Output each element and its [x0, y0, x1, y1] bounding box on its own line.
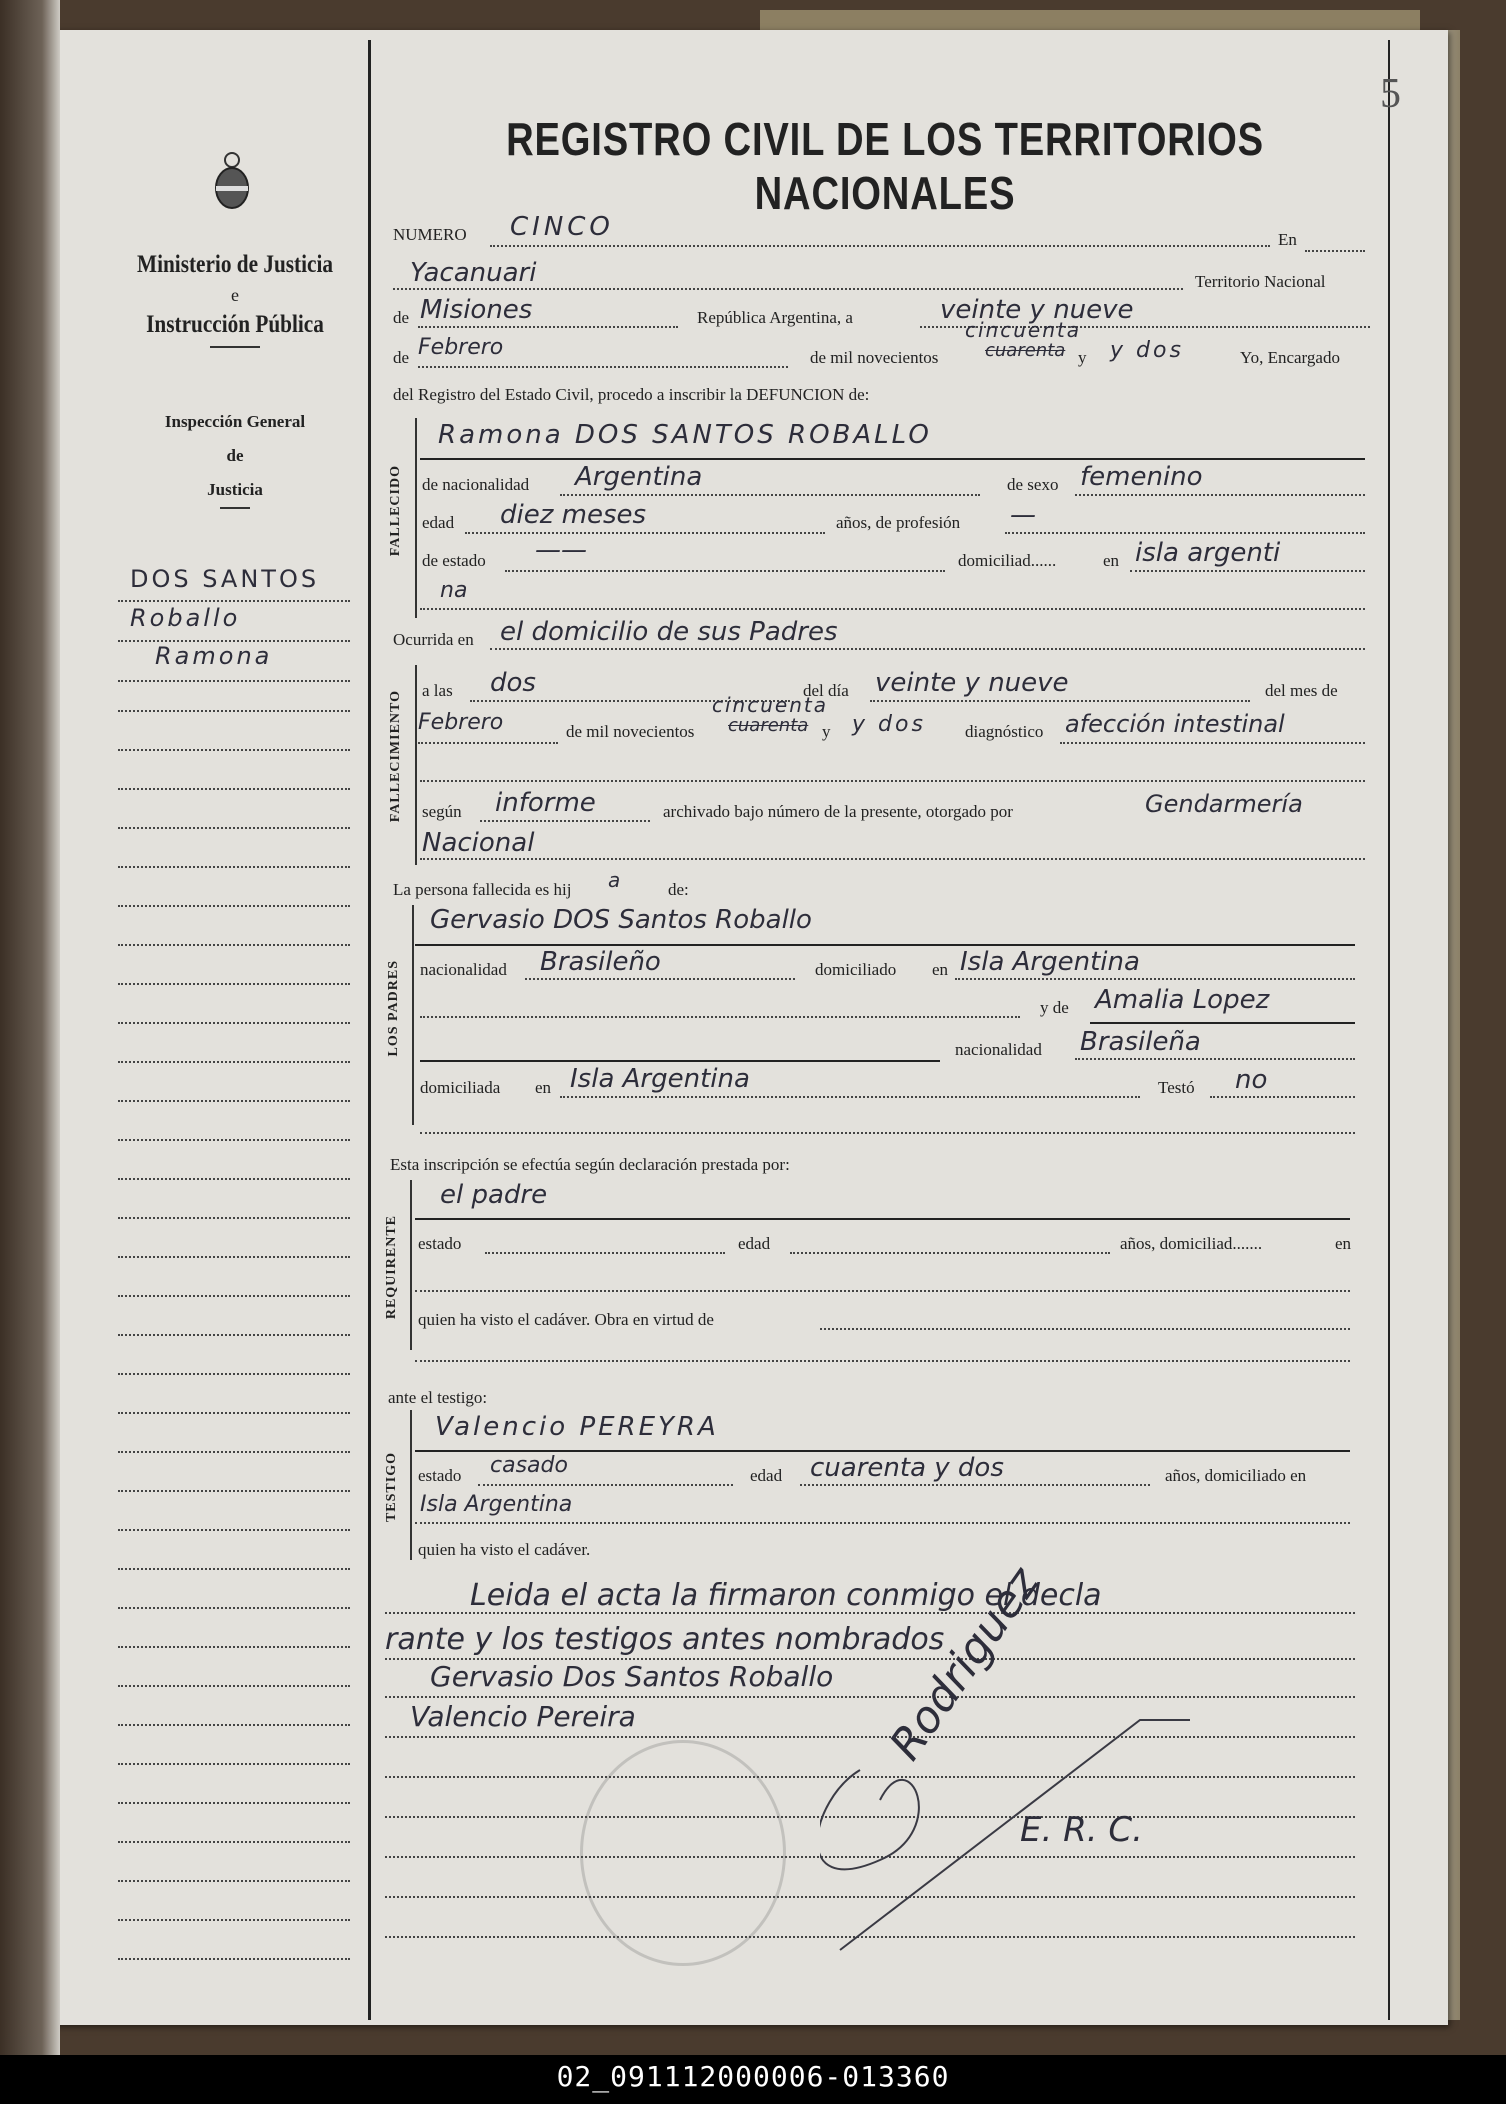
label-inscripcion: Esta inscripción se efectúa según declaración prestada por:: [390, 1155, 790, 1174]
value-ano-sup: cincuenta: [965, 318, 1081, 342]
coat-of-arms-icon: [212, 150, 252, 210]
value-domicilio: isla argenti: [1135, 538, 1281, 568]
value-nacionalidad: Argentina: [575, 462, 703, 492]
signature-initials: E. R. C.: [1020, 1810, 1143, 1850]
value-estado-t: casado: [490, 1453, 568, 1478]
value-diagnostico: afección intestinal: [1065, 710, 1285, 738]
label-republica: República Argentina, a: [697, 308, 853, 327]
value-ano2-tachado: cuarenta: [728, 715, 809, 736]
inspeccion-line2: de: [226, 446, 244, 465]
label-territorio: Territorio Nacional: [1195, 272, 1326, 291]
margin-ruled-line: [118, 1529, 350, 1531]
value-ocurrida: el domicilio de sus Padres: [500, 617, 838, 647]
margin-ruled-line: [118, 1256, 350, 1258]
ministry-line2: e: [231, 285, 239, 305]
side-label-fallecimiento: FALLECIMIENTO: [388, 690, 403, 823]
margin-ruled-line: [118, 710, 350, 712]
inspeccion-line3: Justicia: [207, 480, 263, 499]
right-border: [1388, 40, 1390, 2020]
label-ocurrida: Ocurrida en: [393, 630, 474, 649]
margin-ruled-line: [118, 1334, 350, 1336]
label-y: y: [1078, 348, 1087, 367]
label-estado-r: estado: [418, 1234, 462, 1253]
document-title: REGISTRO CIVIL DE LOS TERRITORIOS NACIONALES: [506, 113, 1264, 219]
value-numero: CINCO: [510, 212, 614, 242]
margin-ruled-line: [118, 1451, 350, 1453]
value-sexo: femenino: [1080, 462, 1203, 492]
value-ano: y dos: [1110, 338, 1184, 363]
label-de: de: [393, 308, 410, 327]
margin-ruled-line: [118, 1178, 350, 1180]
value-dom-t: Isla Argentina: [420, 1492, 573, 1517]
margin-ruled-line: [118, 1100, 350, 1102]
value-territorio: Misiones: [420, 295, 533, 325]
label-mil2: de mil novecientos: [566, 722, 695, 741]
value-testigo: Valencio PEREYRA: [435, 1412, 719, 1442]
label-de3: de:: [668, 880, 689, 899]
margin-ruled-line: [118, 1724, 350, 1726]
value-fecha-dia: veinte y nueve: [940, 295, 1134, 325]
value-lugar: Yacanuari: [410, 258, 537, 288]
label-archivado: archivado bajo número de la presente, otorgado por: [663, 802, 1013, 821]
label-anos-dom-t: años, domiciliado en: [1165, 1466, 1307, 1485]
label-yde: y de: [1040, 998, 1069, 1017]
ministry-line3: Instrucción Pública: [146, 311, 324, 338]
value-otorgado: Gendarmería: [1145, 790, 1303, 818]
label-y2: y: [822, 722, 831, 741]
margin-note-surname: DOS SANTOS: [130, 565, 320, 593]
margin-ruled-line: [118, 1295, 350, 1297]
label-estado-t: estado: [418, 1466, 462, 1485]
label-testo: Testó: [1158, 1078, 1195, 1097]
margin-ruled-line: [118, 1217, 350, 1219]
margin-ruled-line: [118, 640, 350, 642]
value-edad-t: cuarenta y dos: [810, 1453, 1004, 1483]
label-edad-r: edad: [738, 1234, 771, 1253]
label-deldia: del día: [803, 681, 849, 700]
margin-ruled-line: [118, 1412, 350, 1414]
value-domicilio-cont: na: [440, 578, 468, 603]
margin-ruled-line: [118, 788, 350, 790]
label-persona: La persona fallecida es hij: [393, 880, 572, 899]
value-edad: diez meses: [500, 500, 647, 530]
value-nac-padre: Brasileño: [540, 947, 661, 977]
label-alas: a las: [422, 681, 453, 700]
bracket: [410, 1180, 412, 1350]
label-en4: en: [535, 1078, 552, 1097]
margin-ruled-line: [118, 600, 350, 602]
label-nac-padre: nacionalidad: [420, 960, 507, 979]
signature-encargado: Rodriguez: [880, 1558, 1049, 1770]
label-diagnostico: diagnóstico: [965, 722, 1044, 741]
margin-ruled-line: [118, 1607, 350, 1609]
value-ano2-sup: cincuenta: [712, 693, 828, 717]
margin-note-given-name: Ramona: [155, 642, 273, 670]
label-edad: edad: [422, 513, 455, 532]
side-label-fallecido: FALLECIDO: [388, 465, 403, 557]
margin-ruled-line: [118, 1958, 350, 1960]
value-testo: no: [1235, 1065, 1268, 1095]
value-otorgado-cont: Nacional: [422, 828, 535, 858]
margin-note-second-surname: Roballo: [130, 604, 241, 632]
margin-ruled-line: [118, 944, 350, 946]
bracket: [410, 1410, 412, 1560]
divider: [220, 507, 250, 509]
value-segun: informe: [495, 788, 596, 818]
margin-ruled-line: [118, 866, 350, 868]
margin-ruled-line: [118, 1763, 350, 1765]
margin-ruled-line: [118, 983, 350, 985]
value-estado: ——: [535, 535, 587, 565]
side-label-testigo: TESTIGO: [384, 1452, 399, 1523]
faded-stamp: [580, 1740, 786, 1966]
value-hora: dos: [490, 668, 536, 698]
label-domiciliada: domiciliada: [420, 1078, 501, 1097]
label-edad-t: edad: [750, 1466, 783, 1485]
side-label-requirente: REQUIRENTE: [384, 1215, 399, 1320]
signature-flourish: [820, 1660, 1200, 1960]
label-en2: en: [1103, 551, 1120, 570]
margin-ruled-line: [118, 1919, 350, 1921]
label-nacionalidad: de nacionalidad: [422, 475, 530, 494]
margin-ruled-line: [118, 1568, 350, 1570]
signature-declarante: Gervasio Dos Santos Roballo: [430, 1660, 834, 1693]
label-numero: NUMERO: [393, 225, 467, 244]
margin-ruled-line: [118, 1802, 350, 1804]
label-estado: de estado: [422, 551, 486, 570]
label-en: En: [1278, 230, 1297, 249]
margin-ruled-line: [118, 1139, 350, 1141]
label-en3: en: [932, 960, 949, 979]
label-quien2: quien ha visto el cadáver.: [418, 1540, 591, 1559]
label-registro: del Registro del Estado Civil, procedo a inscribir la DEFUNCION de:: [393, 385, 870, 404]
bracket: [415, 418, 417, 618]
margin-ruled-line: [118, 905, 350, 907]
margin-ruled-line: [118, 1061, 350, 1063]
closing-line1: Leida el acta la firmaron conmigo el decla: [470, 1578, 1102, 1613]
label-de2: de: [393, 348, 410, 367]
closing-line2: rante y los testigos antes nombrados: [385, 1622, 945, 1657]
column-divider: [368, 40, 371, 2020]
margin-ruled-line: [118, 1841, 350, 1843]
bracket: [412, 905, 414, 1125]
label-sexo: de sexo: [1007, 475, 1059, 494]
margin-ruled-line: [118, 1373, 350, 1375]
label-mil: de mil novecientos: [810, 348, 939, 367]
value-dom-madre: Isla Argentina: [570, 1064, 750, 1094]
value-ano2: y dos: [852, 712, 926, 737]
label-domiciliad: domiciliad......: [958, 551, 1057, 570]
inspeccion-heading: [140, 405, 330, 509]
label-yo: Yo, Encargado: [1240, 348, 1340, 367]
label-ante: ante el testigo:: [388, 1388, 488, 1407]
label-domiciliado: domiciliado: [815, 960, 897, 979]
label-en5: en: [1335, 1234, 1352, 1253]
margin-ruled-line: [118, 1880, 350, 1882]
margin-ruled-line: [118, 827, 350, 829]
value-dom-padre: Isla Argentina: [960, 947, 1140, 977]
value-dia: veinte y nueve: [875, 668, 1069, 698]
value-hij: a: [608, 868, 621, 892]
divider: [210, 346, 260, 348]
bracket: [415, 665, 417, 865]
margin-ruled-line: [118, 1490, 350, 1492]
value-declarante: el padre: [440, 1180, 548, 1210]
value-mes2: Febrero: [418, 710, 504, 735]
label-anos-prof: años, de profesión: [836, 513, 961, 532]
book-spine: [0, 0, 60, 2055]
label-nac-madre: nacionalidad: [955, 1040, 1042, 1059]
inspeccion-line1: Inspección General: [164, 412, 306, 431]
footer-image-id: 02_091112000006-013360: [556, 2060, 950, 2093]
value-padre: Gervasio DOS Santos Roballo: [430, 905, 812, 935]
value-nac-madre: Brasileña: [1080, 1027, 1201, 1057]
value-madre: Amalia Lopez: [1095, 985, 1270, 1015]
label-segun: según: [422, 802, 462, 821]
value-profesion: —: [1010, 500, 1036, 530]
value-nombre-fallecido: Ramona DOS SANTOS ROBALLO: [438, 420, 932, 450]
side-label-padres: LOS PADRES: [386, 960, 401, 1057]
margin-ruled-line: [118, 680, 350, 682]
signature-testigo: Valencio Pereira: [410, 1700, 636, 1733]
ministry-heading: [110, 250, 360, 354]
label-anos-dom: años, domicilia​d.......: [1120, 1234, 1263, 1253]
margin-ruled-line: [118, 749, 350, 751]
margin-ruled-line: [118, 1022, 350, 1024]
margin-ruled-line: [118, 1685, 350, 1687]
page-number: 5: [1380, 71, 1401, 117]
margin-ruled-line: [118, 1646, 350, 1648]
value-ano-tachado: cuarenta: [985, 340, 1066, 361]
ministry-line1: Ministerio de Justicia: [137, 251, 333, 278]
label-delmes: del mes de: [1265, 681, 1338, 700]
value-mes: Febrero: [418, 335, 504, 360]
label-quien: quien ha visto el cadáver. Obra en virtud de: [418, 1310, 714, 1329]
